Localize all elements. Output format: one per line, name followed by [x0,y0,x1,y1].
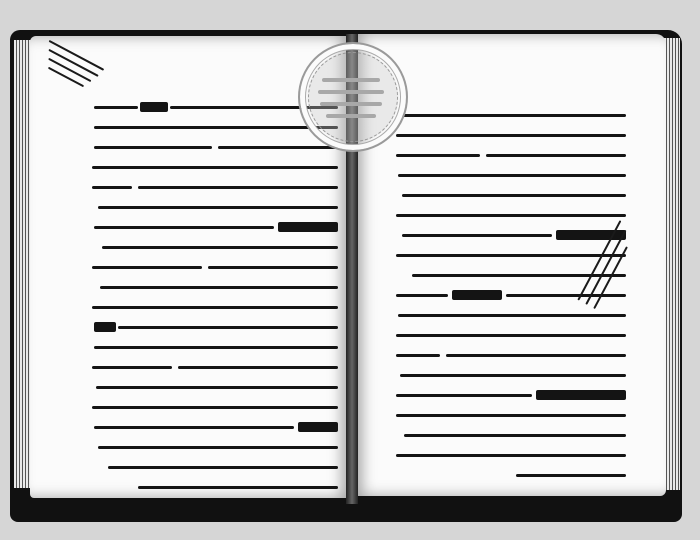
text-line [88,338,338,358]
text-line [88,238,338,258]
right-fore-edge [664,38,680,490]
text-line [396,346,626,366]
text-line [88,258,338,278]
left-page-text [88,98,338,498]
text-line [396,386,626,406]
text-line [396,166,626,186]
text-line [396,206,626,226]
text-line [88,118,338,138]
text-line [396,146,626,166]
text-line [88,398,338,418]
text-line [396,226,626,246]
text-line [88,378,338,398]
text-line [396,446,626,466]
text-line [88,358,338,378]
text-line [396,106,626,126]
text-line [88,458,338,478]
text-line [88,158,338,178]
text-line [396,186,626,206]
text-line [396,246,626,266]
text-line [396,306,626,326]
text-line [396,366,626,386]
text-line [88,218,338,238]
text-line [88,318,338,338]
text-line [88,178,338,198]
text-line [88,418,338,438]
text-line [88,138,338,158]
text-line [396,406,626,426]
text-line [88,278,338,298]
text-line [88,478,338,498]
text-line [88,438,338,458]
text-line [396,126,626,146]
library-seal [298,42,408,152]
text-line [396,426,626,446]
text-line [396,466,626,486]
text-line [88,298,338,318]
text-line [396,326,626,346]
text-line [88,198,338,218]
